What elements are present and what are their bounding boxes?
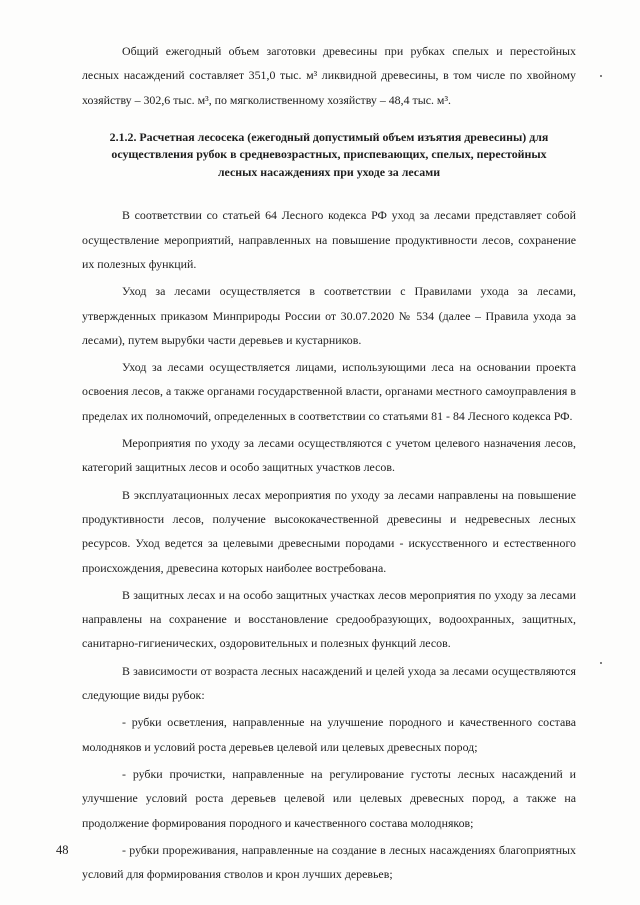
section-heading-line-1: 2.1.2. Расчетная лесосека (ежегодный допустимый объем изъятия древесины) для xyxy=(109,129,549,144)
section-heading-line-2: осуществления рубок в средневозрастных, приспевающих, спелых, перестойных xyxy=(111,147,547,162)
paragraph: В зависимости от возраста лесных насаждений и целей ухода за лесами осуществляются следующие виды рубок: xyxy=(82,663,576,703)
paragraph: В соответствии со статьей 64 Лесного кодекса РФ уход за лесами представляет собой осуществление мероприятий, направленных на повышение продуктивности лесов, сохранение их полезных функций. xyxy=(82,208,576,271)
list-item: - рубки осветления, направленные на улучшение породного и качественного состава молодняков и условий роста деревьев целевой или целевых древесных пород; xyxy=(82,715,576,754)
paragraph: Уход за лесами осуществляется в соответствии с Правилами ухода за лесами, утвержденных приказом Минприроды России от 30.07.2020 № 534 (далее – Правила ухода за лесами), путем вырубки части деревьев и кустарников. xyxy=(82,284,576,347)
paragraph: Мероприятия по уходу за лесами осуществляются с учетом целевого назначения лесов, категорий защитных лесов и особо защитных участков лесов. xyxy=(82,436,576,475)
paragraph: В эксплуатационных лесах мероприятия по уходу за лесами направлены на повышение продуктивности лесов, получение высококачественной древесины и недревесных лесных ресурсов. Уход ведется за целевыми древесными породами - искусственного и естественного происхождения, древесина которых наиболее востребована. xyxy=(82,487,576,575)
intro-paragraph: Общий ежегодный объем заготовки древесины при рубках спелых и перестойных лесных насаждений составляет 351,0 тыс. м³ ликвидной древесины, в том числе по хвойному хозяйству – 302,6 тыс. м³, по мягколиственному хозяйству – 48,4 тыс. м³. xyxy=(82,44,576,107)
scan-speck xyxy=(600,75,602,77)
section-heading xyxy=(82,129,576,182)
list-item: - рубки прочистки, направленные на регулирование густоты лесных насаждений и улучшение условий роста деревьев целевой или целевых древесных пород, а также на продолжение формирования породного и качественного состава молодняков; xyxy=(82,766,576,830)
page-number: 48 xyxy=(56,843,69,857)
section-heading-line-3: лесных насаждениях при уходе за лесами xyxy=(217,164,441,179)
paragraph: В защитных лесах и на особо защитных участках лесов мероприятия по уходу за лесами направлены на сохранение и восстановление средообразующих, водоохранных, защитных, санитарно-гигиенических, оздоровительных и полезных функций лесов. xyxy=(82,587,576,651)
list-item: - рубки прореживания, направленные на создание в лесных насаждениях благоприятных условий для формирования стволов и крон лучших деревьев; xyxy=(82,842,576,882)
scan-speck xyxy=(600,662,602,664)
page-content xyxy=(82,39,576,886)
paragraph: Уход за лесами осуществляется лицами, использующими леса на основании проекта освоения лесов, а также органами государственной власти, органами местного самоуправления в пределах их полномочий, определенных в соответствии со статьями 81 - 84 Лесного кодекса РФ. xyxy=(82,360,576,423)
